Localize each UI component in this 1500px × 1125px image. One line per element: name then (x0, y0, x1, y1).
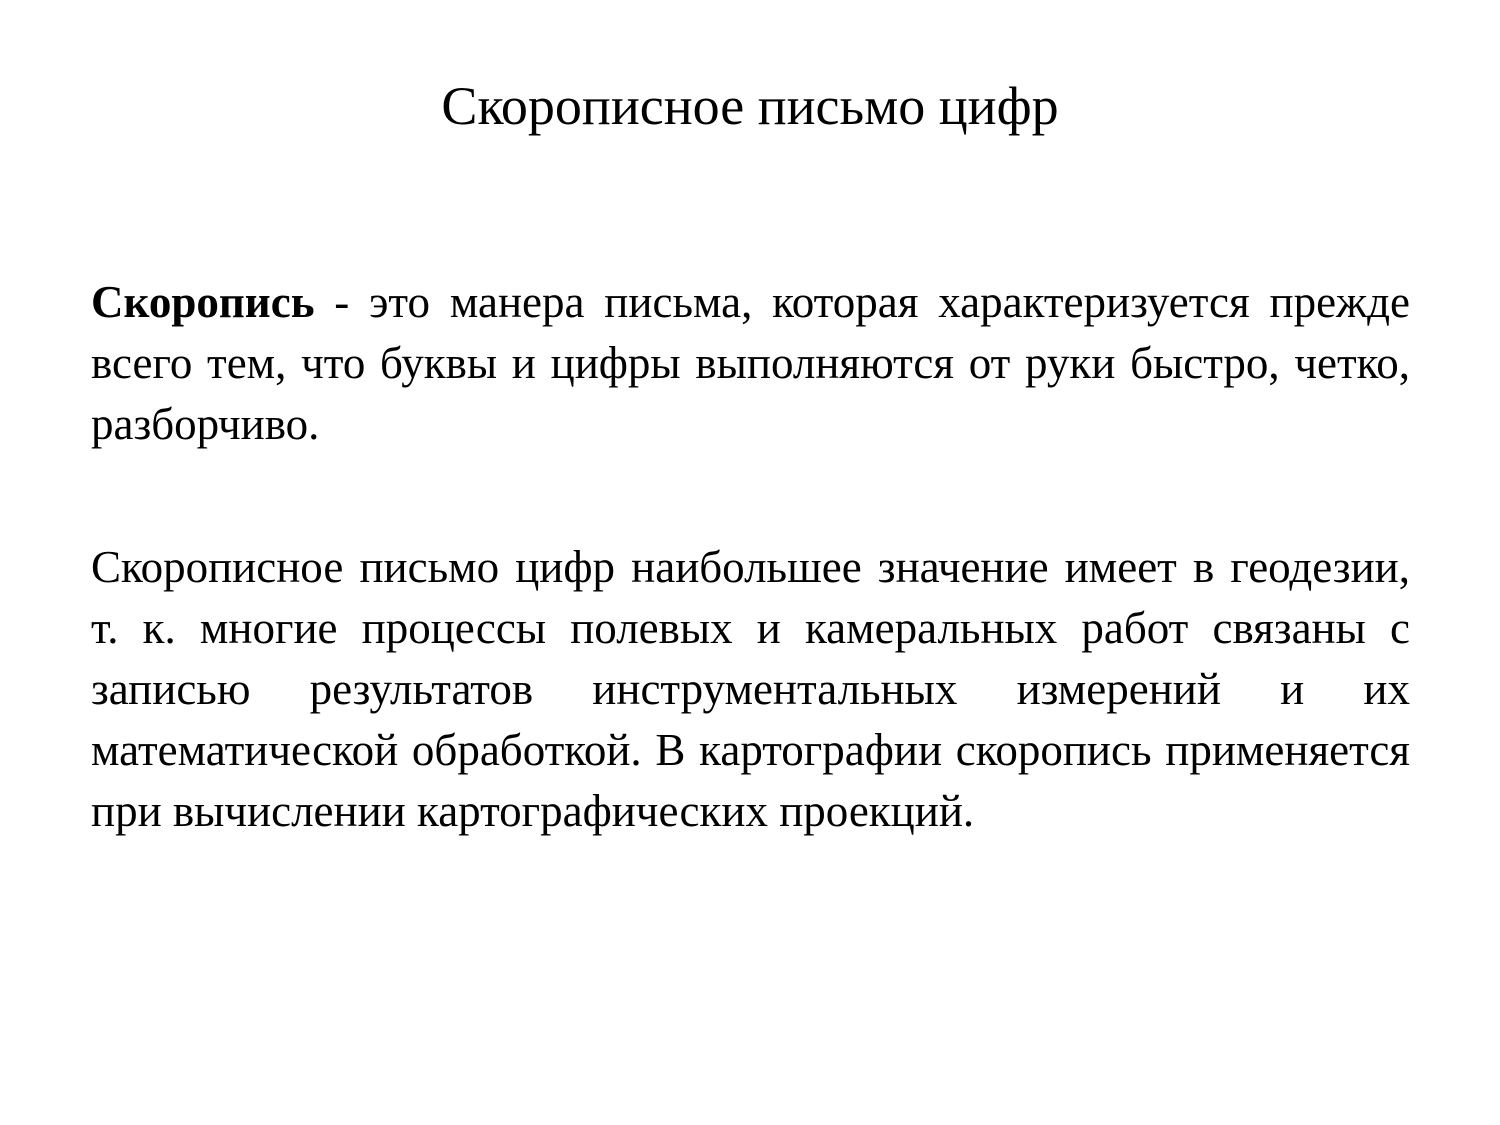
usage-paragraph: Скорописное письмо цифр наибольшее значение имеет в геодезии, т. к. многие процессы полевых и камеральных работ связаны с записью результатов инструментальных измерений и их математической обработкой. В картографии скоропись применяется при вычислении картографических проекций. (91, 542, 1410, 836)
definition-term: Скоропись (91, 277, 315, 327)
definition-paragraph (91, 272, 1410, 455)
slide-title: Скорописное письмо цифр (441, 76, 1059, 136)
definition-text: - это манера письма, которая характеризуется прежде всего тем, что буквы и цифры выполняются от руки быстро, четко, разборчиво. (91, 277, 1410, 449)
